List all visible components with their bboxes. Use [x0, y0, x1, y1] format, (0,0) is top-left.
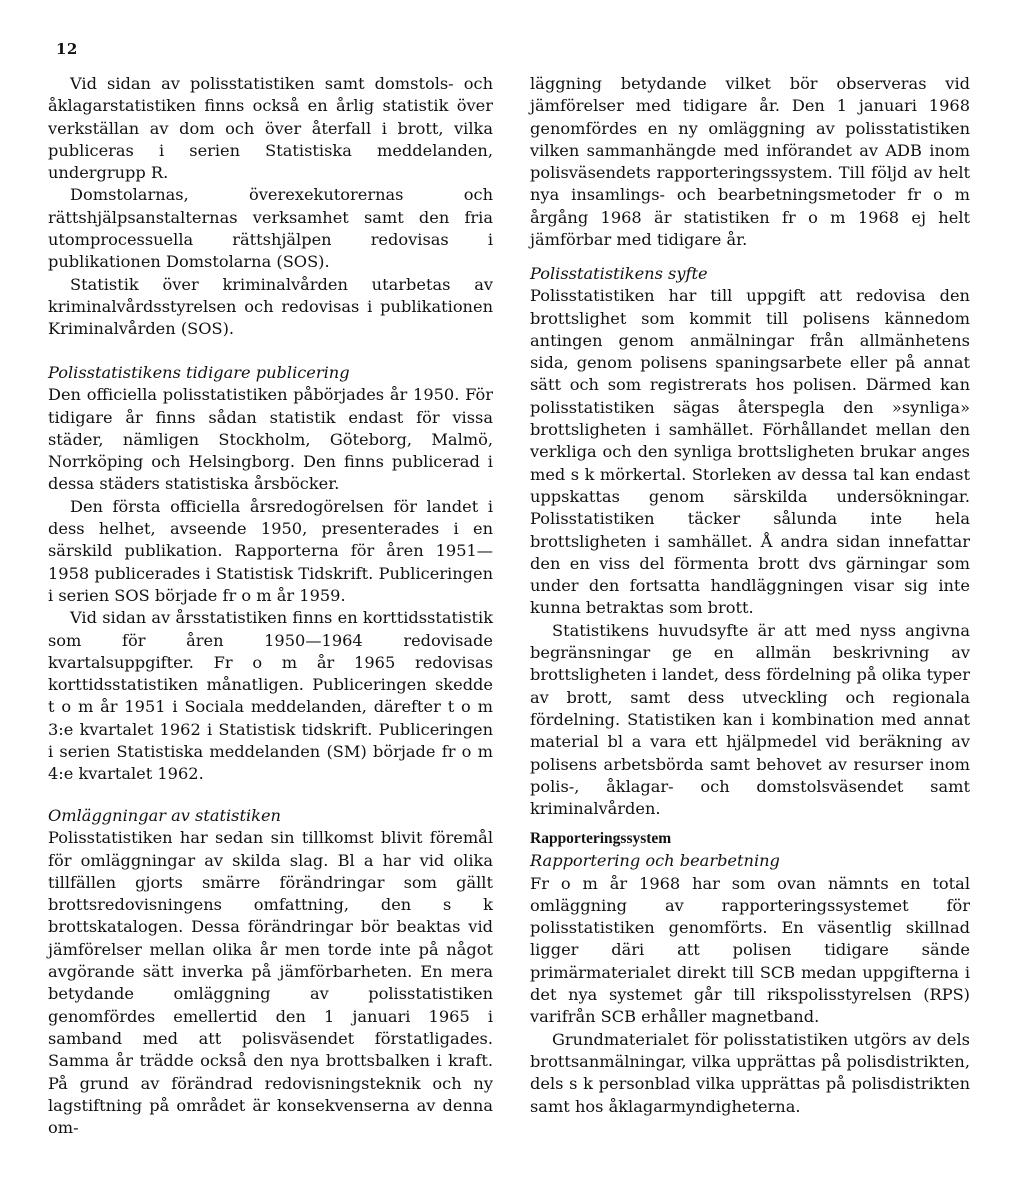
- paragraph: läggning betydande vilket bör observeras vid jämförelser med tidigare år. Den 1 januari 1968 genomfördes en ny omläggning av polisstatistiken vilken sammanhängde med införandet av ADB inom polisväsendets rapporteringssystem. Till följd av helt nya insamlings- och bearbetningsmetoder fr o m årgång 1968 är statistiken fr o m 1968 ej helt jämförbar med tidigare år.: [530, 74, 970, 250]
- syfte-section: [530, 263, 970, 820]
- tidigare-publicering-section: [48, 362, 493, 786]
- paragraph: Vid sidan av årsstatistiken finns en korttidsstatistik som för åren 1950—1964 redovisade kvartalsuppgifter. Fr o m år 1965 redovisas korttidsstatistiken månatligen. Publiceringen skedde t o m år 1951 i Sociala meddelanden, därefter t o m 3:e kvartalet 1962 i Statistisk tidskrift. Publiceringen i serien Statistiska meddelanden (SM) började fr o m 4:e kvartalet 1962.: [48, 608, 493, 784]
- paragraph: Polisstatistiken har till uppgift att redovisa den brottslighet som kommit till polisens kännedom antingen genom anmälningar från allmänhetens sida, genom polisens spaningsarbete eller på annat sätt och som registrerats hos polisen. Därmed kan polisstatistiken sägas återspegla den »synliga» brottsligheten i samhället. Förhållandet mellan den verkliga och den synliga brottsligheten brukar anges med s k mörkertal. Storleken av dessa tal kan endast uppskattas genom särskilda undersökningar. Polisstatistiken täcker sålunda inte hela brottsligheten i samhället. Å andra sidan innefattar den en viss del förmenta brott dvs gärningar som under den fortsatta handläggningen visar sig inte kunna betraktas som brott.: [530, 286, 970, 618]
- section-subheading: Rapportering och bearbetning: [530, 851, 780, 871]
- paragraph: Statistikens huvudsyfte är att med nyss angivna begränsningar ge en allmän beskrivning av brottsligheten i landet, dess fördelning på olika typer av brott, samt dess utveckling och regionala fördelning. Statistiken kan i kombination med annat material bl a vara ett hjälpmedel vid beräkning av polisens arbetsbörda samt behovet av resurser inom polis-, åklagar- och domstolsväsendet samt kriminalvården.: [530, 620, 970, 819]
- paragraph: Den officiella polisstatistiken påbörjades år 1950. För tidigare år finns sådan statistik endast för vissa städer, nämligen Stockholm, Göteborg, Malmö, Norrköping och Helsingborg. Den finns publicerad i dessa städers statistiska årsböcker.: [48, 385, 493, 494]
- paragraph: Polisstatistiken har sedan sin tillkomst blivit föremål för omläggningar av skilda slag. Bl a har vid olika tillfällen gjorts smärre förändringar som gällt brottsredovisningens omfattning, den s k brottskatalogen. Dessa förändringar bör beaktas vid jämförelser mellan olika år men torde inte på något avgörande sätt inverka på jämförbarheten. En mera betydande omläggning av polisstatistiken genomfördes emellertid den 1 januari 1965 i samband med att polisväsendet förstatligades. Samma år trädde också den nya brottsbalken i kraft. På grund av förändrad redovisningsteknik och ny lagstiftning på området är konsekvenserna av denna om-: [48, 828, 493, 1138]
- paragraph: Statistik över kriminalvården utarbetas av kriminalvårdsstyrelsen och redovisas i publikationen Kriminalvården (SOS).: [48, 274, 493, 339]
- section-heading: Polisstatistikens syfte: [530, 264, 708, 283]
- section-heading: Omläggningar av statistiken: [48, 806, 281, 825]
- paragraph: Fr o m år 1968 har som ovan nämnts en total omläggning av rapporteringssystemet för polisstatistiken genomförts. En väsentlig skillnad ligger däri att polisen tidigare sände primärmaterialet direkt till SCB medan uppgifterna i det nya systemet går till rikspolisstyrelsen (RPS) varifrån SCB erhåller magnetband.: [530, 873, 970, 1027]
- left-intro-section: [48, 73, 493, 341]
- paragraph: Grundmaterialet för polisstatistiken utgörs av dels brottsanmälningar, vilka upprättas på polisdistrikten, dels s k personblad vilka upprättas på polisdistrikten samt hos åklagarmyndigheterna.: [530, 1029, 970, 1116]
- paragraph: Domstolarnas, överexekutorernas och rättshjälpsanstalternas verksamhet samt den fria utomprocessuella rättshjälpen redovisas i publikationen Domstolarna (SOS).: [48, 185, 493, 272]
- section-heading: Rapporteringssystem: [530, 830, 672, 847]
- paragraph: Vid sidan av polisstatistiken samt domstols- och åklagarstatistiken finns också en årlig statistik över verkställan av dom och över återfall i brott, vilka publiceras i serien Statistiska meddelanden, undergrupp R.: [48, 74, 493, 183]
- rapporteringssystem-section: [530, 828, 970, 1118]
- right-continuation-section: [530, 73, 970, 251]
- paragraph: Den första officiella årsredogörelsen för landet i dess helhet, avseende 1950, presenterades i en särskild publikation. Rapporterna för åren 1951—1958 publicerades i Statistisk Tidskrift. Publiceringen i serien SOS började fr o m år 1959.: [48, 496, 493, 605]
- section-heading: Polisstatistikens tidigare publicering: [48, 363, 350, 382]
- omlaggningar-section: [48, 805, 493, 1139]
- page-number: 12: [56, 40, 78, 58]
